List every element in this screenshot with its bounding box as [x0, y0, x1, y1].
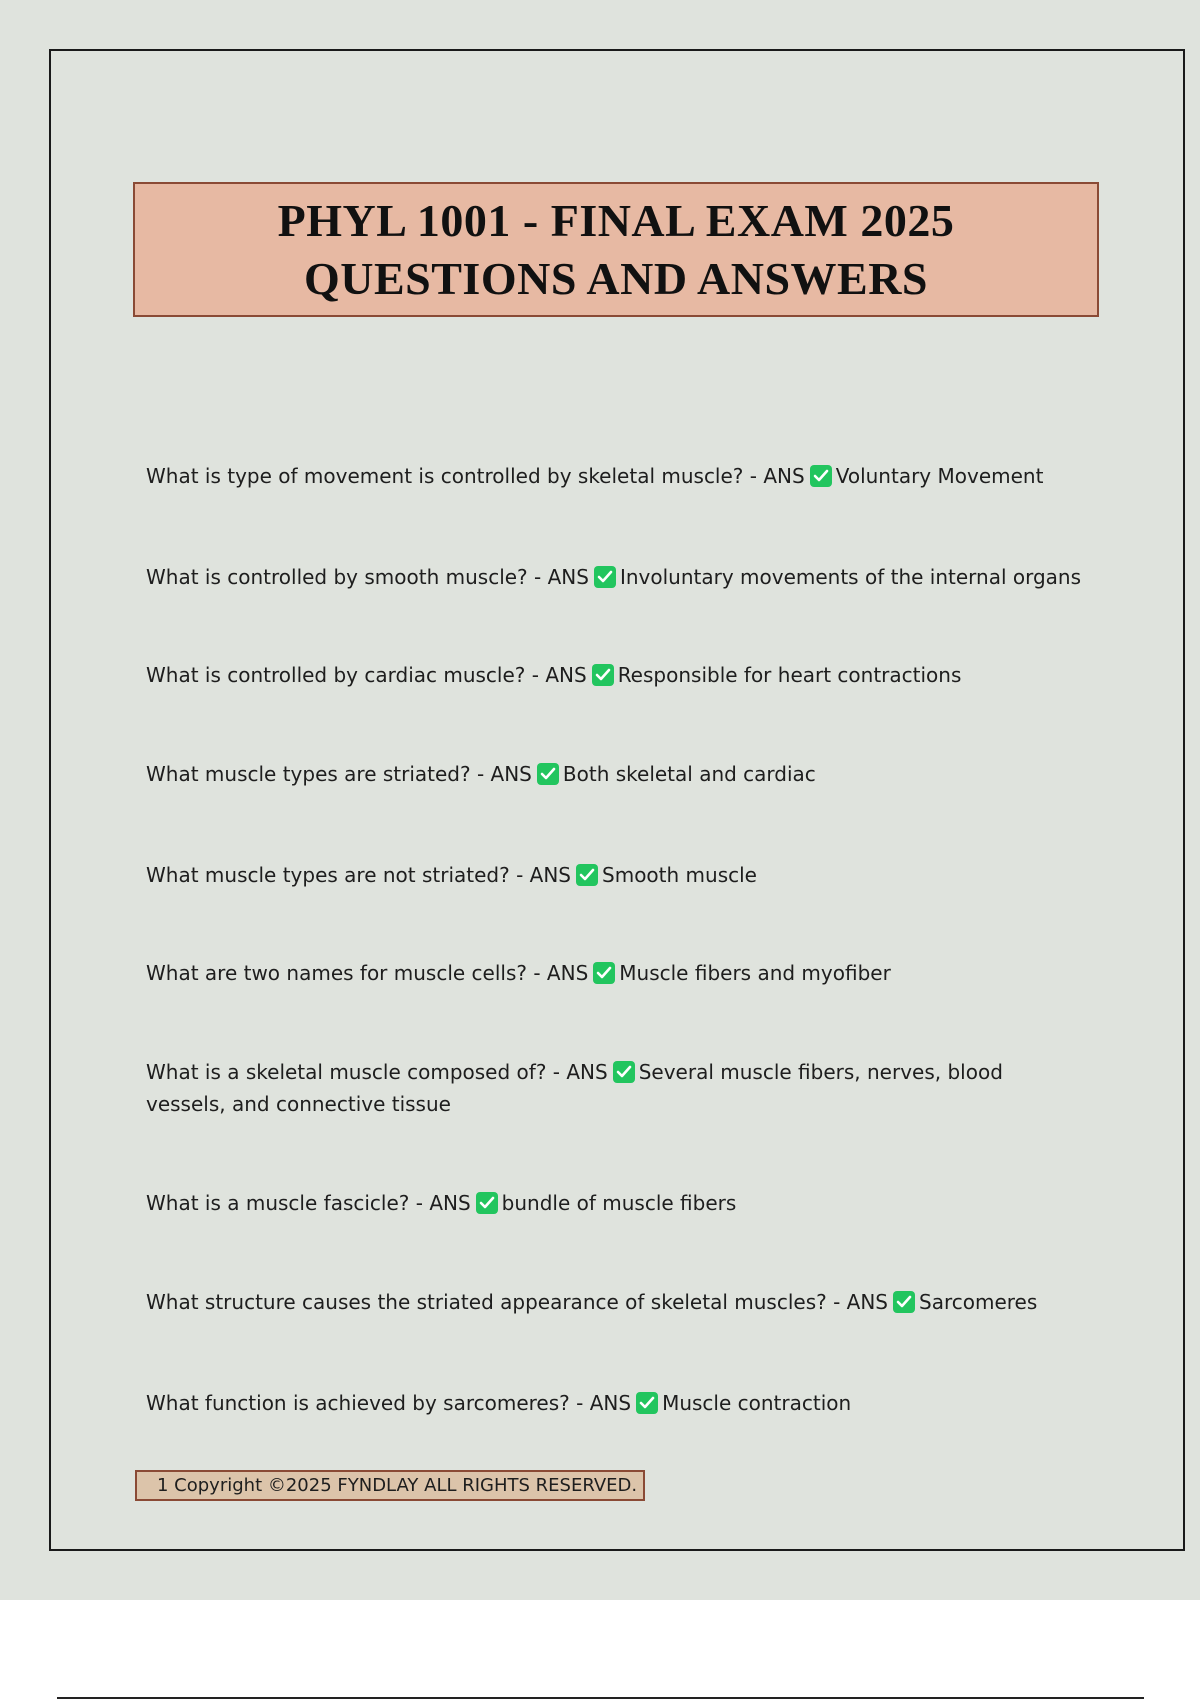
bottom-divider	[57, 1697, 1144, 1699]
answer-text: bundle of muscle fibers	[501, 1191, 737, 1215]
question-text: What structure causes the striated appearance of skeletal muscles?	[146, 1290, 827, 1314]
answer-marker: - ANS	[569, 1391, 632, 1415]
answer-text: Sarcomeres	[919, 1290, 1038, 1314]
question-text: What is type of movement is controlled by skeletal muscle?	[146, 464, 744, 488]
question-text: What muscle types are striated?	[146, 762, 471, 786]
answer-text: Responsible for heart contractions	[617, 663, 962, 687]
qa-item	[146, 859, 1086, 891]
question-text: What is a skeletal muscle composed of?	[146, 1060, 547, 1084]
qa-item	[146, 659, 1086, 691]
answer-text: Muscle fibers and myofiber	[619, 961, 891, 985]
check-mark-icon	[636, 1392, 658, 1414]
answer-text: Involuntary movements of the internal organs	[619, 565, 1082, 589]
question-text: What is a muscle fascicle?	[146, 1191, 410, 1215]
check-mark-icon	[537, 763, 559, 785]
page-title-line-1: PHYL 1001 - FINAL EXAM 2025	[277, 194, 955, 246]
answer-marker: - ANS	[826, 1290, 889, 1314]
answer-text: Muscle contraction	[662, 1391, 852, 1415]
qa-item	[146, 1286, 1086, 1318]
title-banner	[133, 182, 1099, 317]
check-mark-icon	[613, 1061, 635, 1083]
question-text: What are two names for muscle cells?	[146, 961, 527, 985]
check-mark-icon	[576, 864, 598, 886]
answer-marker: - ANS	[527, 565, 589, 589]
check-mark-icon	[594, 566, 616, 588]
answer-text: Several muscle fibers, nerves, blood vessels, and connective tissue	[146, 1060, 1003, 1116]
answer-text: Smooth muscle	[602, 863, 757, 887]
question-text: What muscle types are not striated?	[146, 863, 510, 887]
check-mark-icon	[893, 1291, 915, 1313]
answer-marker: - ANS	[743, 464, 805, 488]
check-mark-icon	[593, 962, 615, 984]
check-mark-icon	[592, 664, 614, 686]
qa-item	[146, 460, 1086, 492]
question-text: What is controlled by cardiac muscle?	[146, 663, 526, 687]
qa-item	[146, 1387, 1086, 1419]
copyright-footer: 1 Copyright ©2025 FYNDLAY ALL RIGHTS RESERVED.	[135, 1470, 645, 1501]
answer-marker: - ANS	[525, 663, 587, 687]
check-mark-icon	[810, 465, 832, 487]
answer-marker: - ANS	[509, 863, 572, 887]
question-text: What is controlled by smooth muscle?	[146, 565, 528, 589]
answer-marker: - ANS	[546, 1060, 608, 1084]
answer-text: Voluntary Movement	[835, 464, 1044, 488]
qa-item	[146, 561, 1086, 593]
answer-marker: - ANS	[527, 961, 589, 985]
question-text: What function is achieved by sarcomeres?	[146, 1391, 570, 1415]
qa-item	[146, 1056, 1086, 1120]
page-title-line-2: QUESTIONS AND ANSWERS	[303, 252, 929, 304]
answer-marker: - ANS	[470, 762, 532, 786]
answer-marker: - ANS	[409, 1191, 471, 1215]
qa-item	[146, 758, 1086, 790]
qa-item	[146, 1187, 1086, 1219]
answer-text: Both skeletal and cardiac	[562, 762, 816, 786]
check-mark-icon	[476, 1192, 498, 1214]
qa-item	[146, 957, 1086, 989]
